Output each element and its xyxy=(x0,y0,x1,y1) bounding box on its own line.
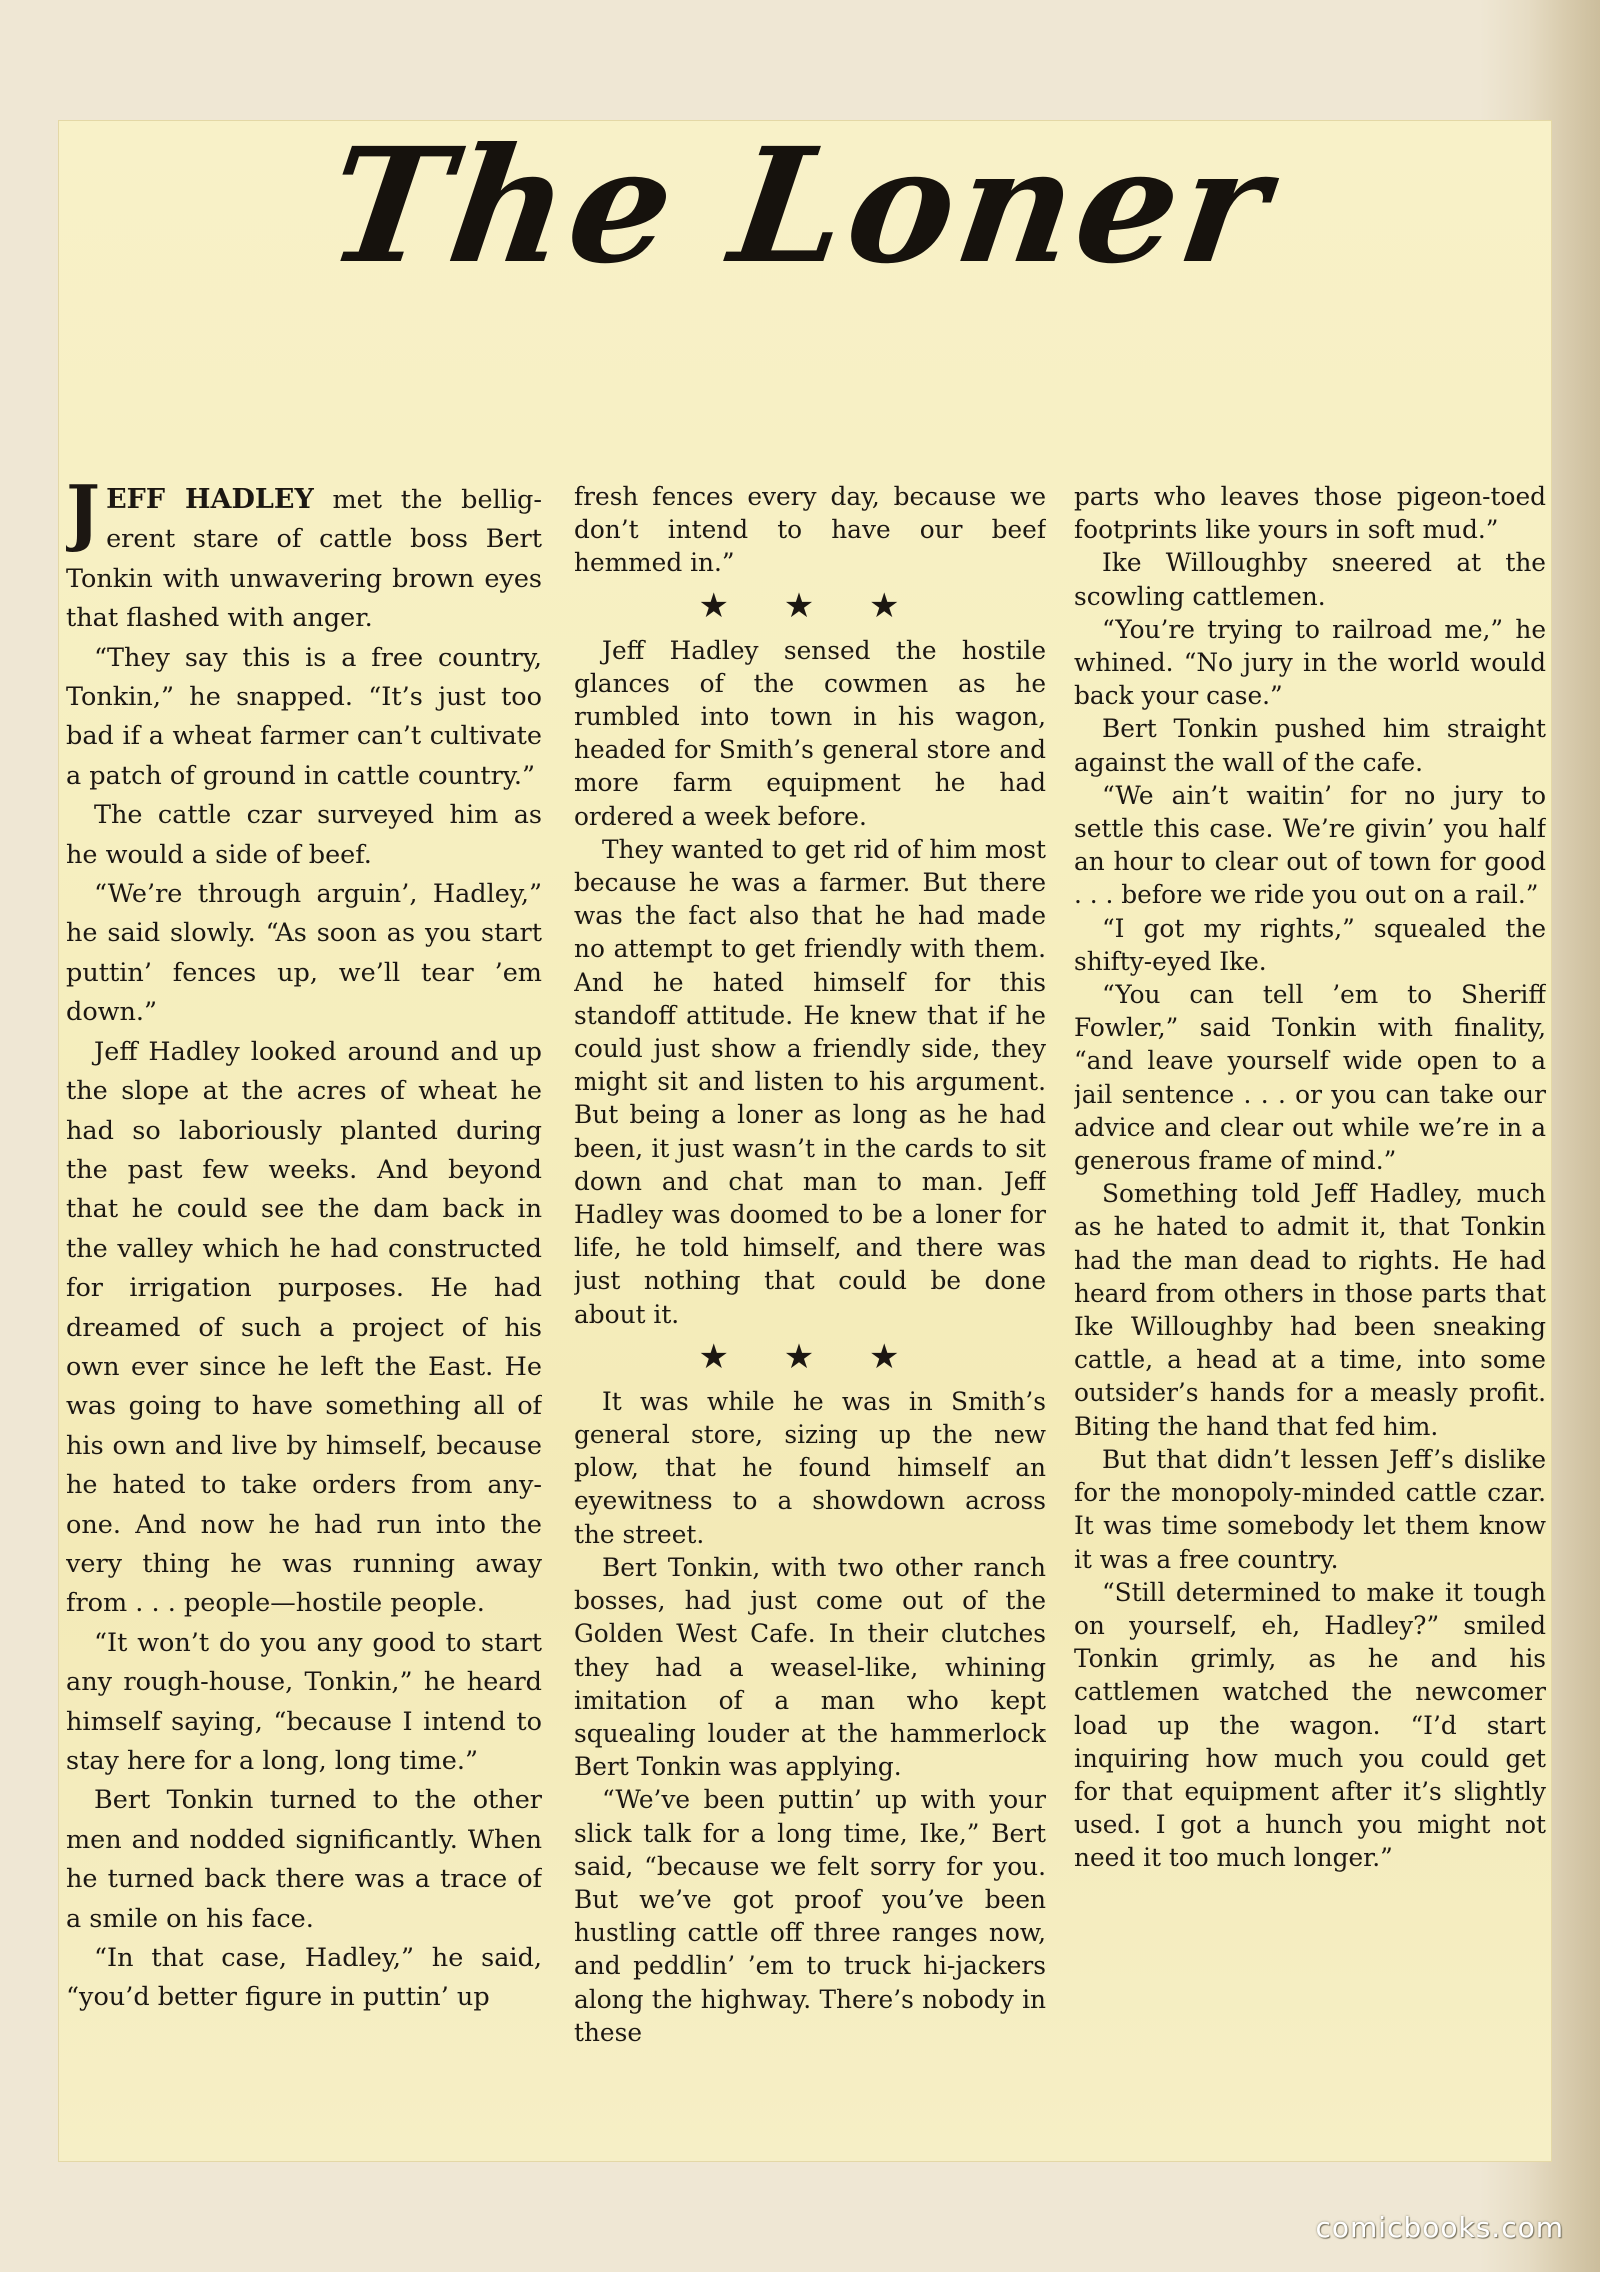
story-paragraph xyxy=(574,833,1046,1331)
story-paragraph xyxy=(1074,779,1546,912)
story-paragraph xyxy=(1074,480,1546,546)
story-paragraph xyxy=(66,875,542,1033)
paragraph-text: Ike Willoughby sneered at the scowling cattlemen. xyxy=(1074,548,1546,611)
story-paragraph xyxy=(66,1939,542,2018)
story-paragraph xyxy=(66,796,542,875)
story-paragraph xyxy=(1074,613,1546,713)
story-paragraph xyxy=(66,1624,542,1782)
story-paragraph xyxy=(574,1551,1046,1783)
story-paragraph xyxy=(574,1783,1046,2049)
story-paragraph xyxy=(1074,1177,1546,1443)
paragraph-text: “You can tell ’em to Sheriff Fowler,” said Tonkin with finality, “and leave yourself wide open to a jail sentence . . . or you can take our advice and clear out while we’re in a generous frame of mind.” xyxy=(1074,980,1546,1176)
text-column-3 xyxy=(1074,480,1546,2130)
section-break-stars: ★ ★ ★ xyxy=(698,1336,922,1377)
paragraph-text: Jeff Hadley sensed the hostile glances of the cowmen as he rumbled into town in his wagon, headed for Smith’s general store and more farm equipment he had ordered a week before. xyxy=(574,635,1046,831)
watermark-text: comicbooks.com xyxy=(1315,2211,1564,2244)
text-column-1 xyxy=(66,480,542,2130)
lead-in-caps: EFF HADLEY xyxy=(106,484,314,515)
story-paragraph xyxy=(574,634,1046,833)
story-paragraph xyxy=(66,639,542,797)
paragraph-text: parts who leaves those pigeon-toed footprints like yours in soft mud.” xyxy=(1074,482,1546,545)
paragraph-text: “I got my rights,” squealed the shifty-eyed Ike. xyxy=(1074,913,1546,976)
paragraph-text: “You’re trying to railroad me,” he whined. “No jury in the world would back your case.” xyxy=(1074,614,1546,711)
paragraph-text: “We ain’t waitin’ for no jury to settle this case. We’re givin’ you half an hour to clear out of town for good . . . before we ride you out on a rail.” xyxy=(1074,780,1546,910)
paragraph-text: fresh fences every day, because we don’t intend to have our beef hemmed in.” xyxy=(574,482,1046,578)
paragraph-text: “They say this is a free country, Tonkin,” he snapped. “It’s just too bad if a wheat farmer can’t cultivate a patch of ground in cattle country.” xyxy=(66,642,542,791)
story-paragraph xyxy=(1074,1576,1546,1875)
paragraph-text: Jeff Hadley looked around and up the slope at the acres of wheat he had so laboriously planted during the past few weeks. And beyond that he could see the dam back in the valley which he had constructed for irrigation purposes. He had dreamed of such a project of his own ever since he left the East. He was going to have something all of his own and live by himself, because he hated to take orders from anyone. And now he had run into the very thing he was running away from . . . people—hostile people. xyxy=(66,1036,542,1619)
paragraph-text: “We’ve been puttin’ up with your slick talk for a long time, Ike,” Bert said, “because we felt sorry for you. But we’ve got proof you’ve been hustling cattle off three ranges now, and peddlin’ ’em to truck hi-jackers along the highway. There’s nobody in these xyxy=(574,1785,1046,2047)
story-paragraph xyxy=(1074,978,1546,1177)
section-break-stars: ★ ★ ★ xyxy=(698,585,922,626)
paragraph-text: met the belligerent stare of cattle boss Bert Tonkin with unwavering brown eyes that flashed with anger. xyxy=(66,485,542,634)
story-paragraph xyxy=(574,480,1046,580)
paragraph-text: “Still determined to make it tough on yourself, eh, Hadley?” smiled Tonkin grimly, as he and his cattlemen watched the newcomer load up the wagon. “I’d start inquiring how much you could get for that equipment after it’s slightly used. I got a hunch you might not need it too much longer.” xyxy=(1074,1577,1546,1873)
story-title: The Loner xyxy=(317,114,1283,299)
paragraph-text: “It won’t do you any good to start any rough-house, Tonkin,” he heard himself saying, “because I intend to stay here for a long, long time.” xyxy=(66,1627,542,1776)
story-paragraph xyxy=(574,1385,1046,1551)
paragraph-text: Bert Tonkin turned to the other men and nodded significantly. When he turned back there was a trace of a smile on his face. xyxy=(66,1785,542,1934)
story-paragraph xyxy=(1074,1443,1546,1576)
story-paragraph xyxy=(1074,546,1546,612)
story-paragraph xyxy=(66,480,542,639)
paragraph-text: “We’re through arguin’, Hadley,” he said slowly. “As soon as you start puttin’ fences up, we’ll tear ’em down.” xyxy=(66,879,542,1028)
story-paragraph xyxy=(1074,912,1546,978)
story-paragraph xyxy=(1074,712,1546,778)
paragraph-text: Bert Tonkin, with two other ranch bosses, had just come out of the Golden West Cafe. In their clutches they had a weasel-like, whining imitation of a man who kept squealing louder at the hammerlock Bert Tonkin was applying. xyxy=(574,1552,1046,1782)
paragraph-text: Bert Tonkin pushed him straight against the wall of the cafe. xyxy=(1074,714,1546,777)
paragraph-text: They wanted to get rid of him most because he was a farmer. But there was the fact also that he had made no attempt to get friendly with them. And he hated himself for this standoff attitude. He knew that if he could just show a friendly side, they might sit and listen to his argument. But being a loner as long as he had been, it just wasn’t in the cards to sit down and chat man to man. Jeff Hadley was doomed to be a loner for life, he told himself, and there was just nothing that could be done about it. xyxy=(574,834,1046,1329)
story-paragraph xyxy=(66,1781,542,1939)
story-paragraph xyxy=(66,1033,542,1624)
text-column-2 xyxy=(574,480,1046,2130)
paragraph-text: “In that case, Hadley,” he said, “you’d better figure in puttin’ up xyxy=(66,1943,542,2013)
drop-cap-letter: J xyxy=(66,480,101,554)
paragraph-text: But that didn’t lessen Jeff’s dislike for the monopoly-minded cattle czar. It was time somebody let them know it was a free country. xyxy=(1074,1444,1546,1574)
paragraph-text: The cattle czar surveyed him as he would a side of beef. xyxy=(66,800,542,870)
paragraph-text: It was while he was in Smith’s general store, sizing up the new plow, that he found himself an eyewitness to a showdown across the street. xyxy=(574,1386,1046,1549)
paragraph-text: Something told Jeff Hadley, much as he hated to admit it, that Tonkin had the man dead to rights. He had heard from others in those parts that Ike Willoughby had been sneaking cattle, a head at a time, into some outsider’s hands for a measly profit. Biting the hand that fed him. xyxy=(1074,1179,1546,1441)
